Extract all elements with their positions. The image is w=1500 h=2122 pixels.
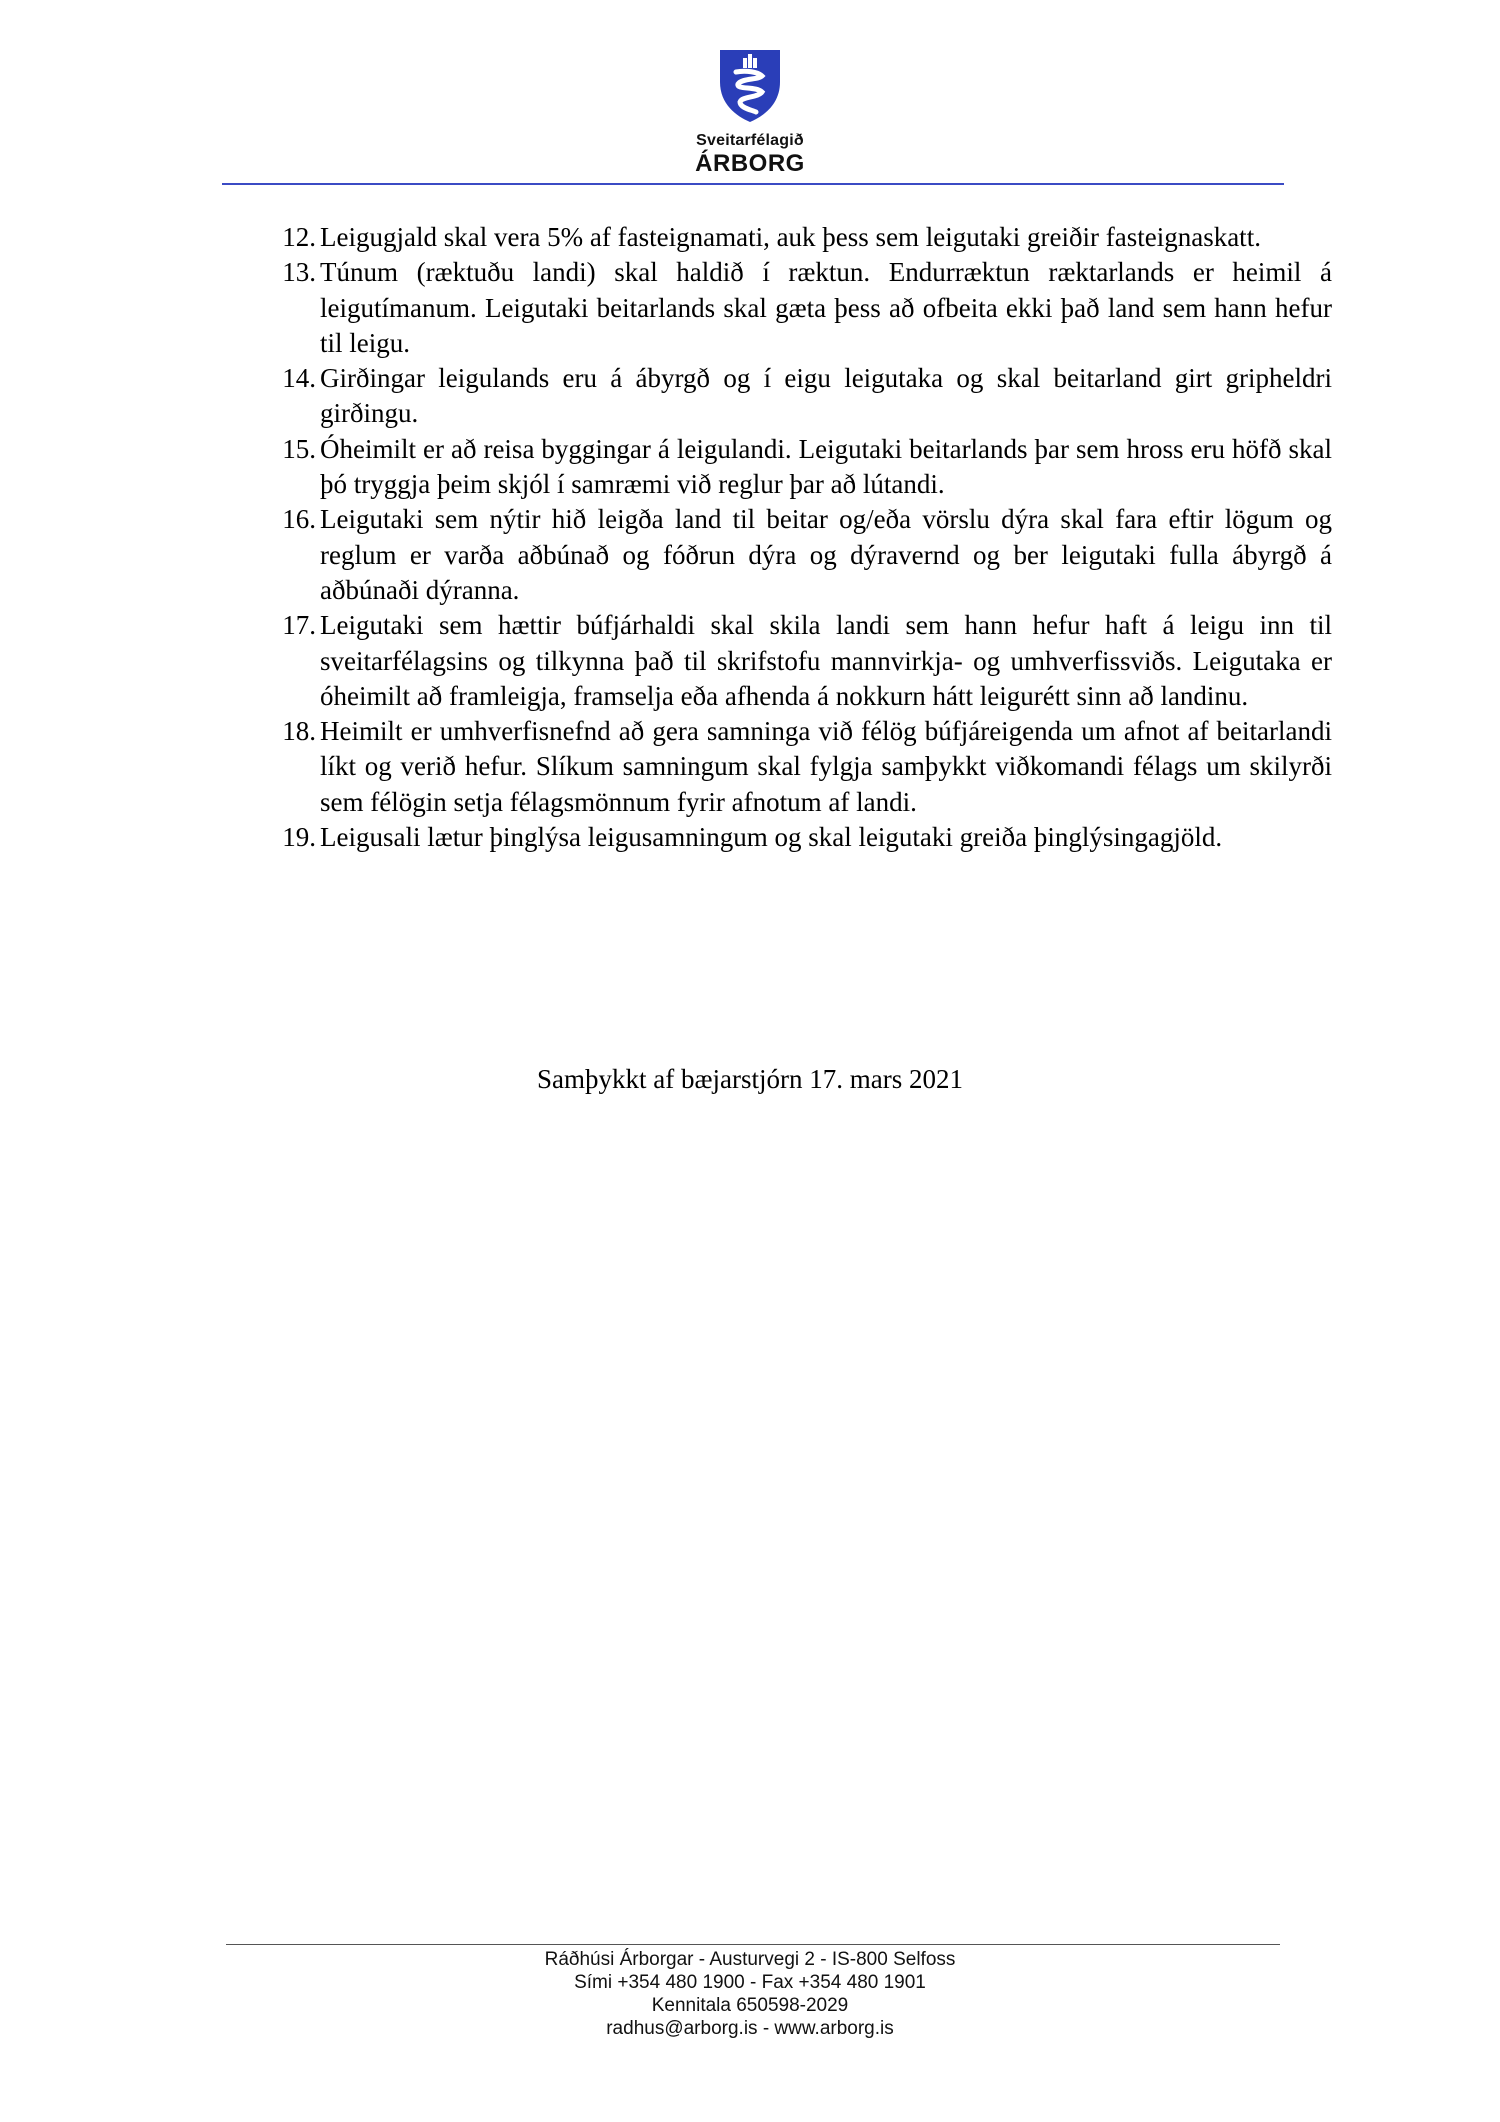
item-number: 17. <box>282 610 316 641</box>
org-name: ÁRBORG <box>695 150 805 177</box>
arborg-logo-icon <box>718 48 782 124</box>
item-text: Leigugjald skal vera 5% af fasteignamati, auk þess sem leigutaki greiðir fasteignaskatt. <box>320 222 1261 252</box>
item-text: Leigutaki sem nýtir hið leigða land til beitar og/eða vörslu dýra skal fara eftir lögum og reglum er varða aðbúnað og fóðrun dýra og dýravernd og ber leigutaki fulla ábyrgð á aðbúnaði dýranna. <box>320 504 1332 605</box>
footer-divider <box>226 1944 1280 1945</box>
list-item <box>270 820 1332 855</box>
letterhead <box>0 0 1500 190</box>
item-number: 16. <box>282 504 316 535</box>
footer-id-number: Kennitala 650598-2029 <box>651 1995 849 2016</box>
item-number: 13. <box>282 257 316 288</box>
item-number: 12. <box>282 222 316 252</box>
list-item <box>270 608 1332 714</box>
item-text: Girðingar leigulands eru á ábyrgð og í eigu leigutaka og skal beitarland girt gripheldri girðingu. <box>320 363 1332 429</box>
footer <box>0 1948 1500 2040</box>
item-text: Leigutaki sem hættir búfjárhaldi skal skila landi sem hann hefur haft á leigu inn til sveitarfélagsins og tilkynna það til skrifstofu mannvirkja- og umhverfissviðs. Leigutaka er óheimilt að framleigja, framselja eða afhenda á nokkurn hátt leigurétt sinn að landinu. <box>320 610 1332 711</box>
item-number: 15. <box>282 433 316 464</box>
footer-contact: radhus@arborg.is - www.arborg.is <box>606 2018 894 2039</box>
list-item <box>270 432 1332 503</box>
footer-phone: Sími +354 480 1900 - Fax +354 480 1901 <box>574 1972 926 1993</box>
item-text: Túnum (ræktuðu landi) skal haldið í ræktun. Endurræktun ræktarlands er heimil á leigutímanum. Leigutaki beitarlands skal gæta þess að ofbeita ekki það land sem hann hefur til leigu. <box>320 257 1332 358</box>
item-number: 18. <box>282 716 316 747</box>
footer-address: Ráðhúsi Árborgar - Austurvegi 2 - IS-800 Selfoss <box>544 1949 956 1970</box>
regulation-list <box>270 220 1332 855</box>
approval-statement: Samþykkt af bæjarstjórn 17. mars 2021 <box>537 1064 963 1094</box>
item-text: Heimilt er umhverfisnefnd að gera samninga við félög búfjáreigenda um afnot af beitarlandi líkt og verið hefur. Slíkum samningum skal fylgja samþykkt viðkomandi félags um skilyrði sem félögin setja félagsmönnum fyrir afnotum af landi. <box>320 716 1332 817</box>
item-text: Leigusali lætur þinglýsa leigusamningum og skal leigutaki greiða þinglýsingagjöld. <box>320 822 1223 853</box>
item-number: 19. <box>282 822 316 853</box>
list-item <box>270 502 1332 608</box>
item-text: Óheimilt er að reisa byggingar á leigulandi. Leigutaki beitarlands þar sem hross eru höfð skal þó tryggja þeim skjól í samræmi við reglur þar að lútandi. <box>320 433 1332 500</box>
item-number: 14. <box>282 363 316 394</box>
header-divider <box>222 183 1284 185</box>
list-item <box>270 361 1332 432</box>
list-item <box>270 220 1332 255</box>
org-subtitle: Sveitarfélagið <box>696 132 804 149</box>
list-item <box>270 255 1332 361</box>
list-item <box>270 714 1332 820</box>
